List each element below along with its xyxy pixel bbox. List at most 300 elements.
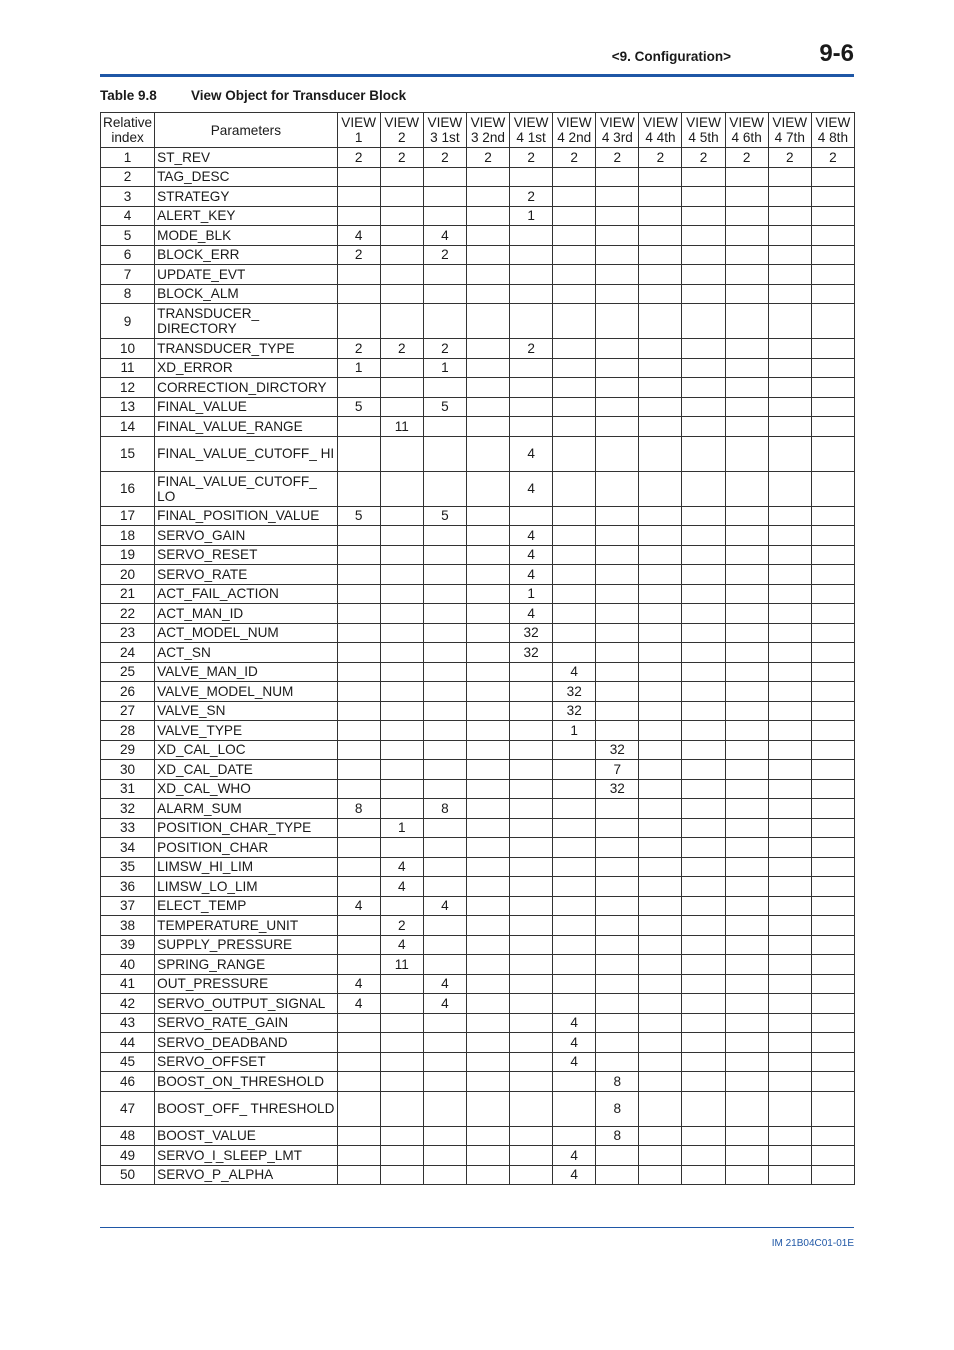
view-cell xyxy=(553,187,596,207)
view-cell xyxy=(466,662,509,682)
table-row xyxy=(101,265,855,285)
view-cell xyxy=(768,955,811,975)
view-cell xyxy=(423,187,466,207)
view-cell xyxy=(811,284,854,304)
view-cell xyxy=(811,304,854,339)
view-cell xyxy=(380,187,423,207)
view-cell xyxy=(596,818,639,838)
view-cell: 32 xyxy=(553,682,596,702)
view-cell xyxy=(510,955,553,975)
view-cell xyxy=(768,994,811,1014)
column-header: VIEW 4 4th xyxy=(639,113,682,148)
view-cell xyxy=(510,226,553,246)
view-cell xyxy=(337,701,380,721)
view-cell xyxy=(725,1091,768,1126)
view-cell xyxy=(768,245,811,265)
view-cell xyxy=(811,545,854,565)
view-cell xyxy=(423,565,466,585)
view-cell: 2 xyxy=(337,245,380,265)
index-cell: 40 xyxy=(101,955,155,975)
view-object-table xyxy=(100,112,855,1185)
view-cell xyxy=(768,740,811,760)
view-cell xyxy=(380,896,423,916)
view-cell xyxy=(423,1013,466,1033)
view-cell xyxy=(725,526,768,546)
index-cell: 2 xyxy=(101,167,155,187)
view-cell xyxy=(811,877,854,897)
view-cell xyxy=(811,397,854,417)
view-cell xyxy=(639,760,682,780)
view-cell xyxy=(380,1013,423,1033)
index-cell: 14 xyxy=(101,417,155,437)
view-cell xyxy=(596,1033,639,1053)
view-cell xyxy=(553,265,596,285)
view-cell xyxy=(725,779,768,799)
view-cell xyxy=(639,565,682,585)
view-cell xyxy=(725,1033,768,1053)
parameter-cell: STRATEGY xyxy=(155,187,337,207)
view-cell xyxy=(337,760,380,780)
view-cell xyxy=(466,304,509,339)
view-cell: 32 xyxy=(596,779,639,799)
view-cell xyxy=(337,1126,380,1146)
view-cell: 8 xyxy=(596,1091,639,1126)
view-cell xyxy=(466,358,509,378)
view-cell xyxy=(380,471,423,506)
view-cell xyxy=(725,265,768,285)
view-cell xyxy=(380,397,423,417)
index-cell: 43 xyxy=(101,1013,155,1033)
view-cell xyxy=(682,682,725,702)
view-cell xyxy=(639,974,682,994)
index-cell: 25 xyxy=(101,662,155,682)
view-cell xyxy=(510,916,553,936)
view-cell: 4 xyxy=(337,994,380,1014)
view-cell: 4 xyxy=(380,935,423,955)
view-cell xyxy=(639,916,682,936)
view-cell xyxy=(337,565,380,585)
parameter-cell: TRANSDUCER_ DIRECTORY xyxy=(155,304,337,339)
table-row xyxy=(101,623,855,643)
view-cell xyxy=(682,506,725,526)
index-cell: 38 xyxy=(101,916,155,936)
view-cell xyxy=(682,304,725,339)
view-cell xyxy=(725,545,768,565)
view-cell xyxy=(337,604,380,624)
view-cell xyxy=(725,974,768,994)
column-header: VIEW 3 1st xyxy=(423,113,466,148)
view-cell xyxy=(466,1013,509,1033)
view-cell xyxy=(811,721,854,741)
view-cell xyxy=(380,974,423,994)
view-cell xyxy=(768,1146,811,1166)
parameter-cell: FINAL_VALUE_RANGE xyxy=(155,417,337,437)
view-cell xyxy=(639,643,682,663)
view-cell xyxy=(811,1072,854,1092)
view-cell xyxy=(811,857,854,877)
table-row xyxy=(101,187,855,207)
parameter-cell: SERVO_RATE xyxy=(155,565,337,585)
view-cell xyxy=(725,1126,768,1146)
view-cell xyxy=(423,623,466,643)
view-cell: 4 xyxy=(510,526,553,546)
view-cell: 2 xyxy=(337,339,380,359)
table-row xyxy=(101,721,855,741)
index-cell: 35 xyxy=(101,857,155,877)
view-cell xyxy=(682,1165,725,1185)
index-cell: 49 xyxy=(101,1146,155,1166)
view-cell xyxy=(768,623,811,643)
view-cell xyxy=(768,167,811,187)
view-cell: 5 xyxy=(423,397,466,417)
parameter-cell: SERVO_RATE_GAIN xyxy=(155,1013,337,1033)
view-cell xyxy=(639,1126,682,1146)
view-cell xyxy=(553,339,596,359)
table-row xyxy=(101,417,855,437)
view-cell xyxy=(768,760,811,780)
view-cell xyxy=(682,779,725,799)
view-cell xyxy=(639,397,682,417)
index-cell: 46 xyxy=(101,1072,155,1092)
view-cell xyxy=(682,935,725,955)
view-cell xyxy=(725,245,768,265)
parameter-cell: TRANSDUCER_TYPE xyxy=(155,339,337,359)
view-cell xyxy=(811,339,854,359)
view-cell xyxy=(466,1033,509,1053)
view-cell xyxy=(466,857,509,877)
view-cell: 1 xyxy=(337,358,380,378)
view-cell xyxy=(811,643,854,663)
view-cell xyxy=(466,1146,509,1166)
view-cell xyxy=(811,682,854,702)
view-cell xyxy=(553,799,596,819)
view-cell xyxy=(510,1165,553,1185)
view-cell xyxy=(380,565,423,585)
view-cell xyxy=(380,506,423,526)
view-cell xyxy=(682,799,725,819)
view-cell: 4 xyxy=(337,974,380,994)
table-row xyxy=(101,760,855,780)
view-cell xyxy=(337,1033,380,1053)
view-cell xyxy=(768,378,811,398)
view-cell xyxy=(639,417,682,437)
view-cell xyxy=(811,818,854,838)
view-cell xyxy=(510,1091,553,1126)
table-row xyxy=(101,1165,855,1185)
view-cell xyxy=(768,643,811,663)
view-cell xyxy=(553,358,596,378)
index-cell: 12 xyxy=(101,378,155,398)
parameter-cell: ST_REV xyxy=(155,148,337,168)
parameter-cell: SERVO_OFFSET xyxy=(155,1052,337,1072)
table-row xyxy=(101,378,855,398)
view-cell xyxy=(337,167,380,187)
view-cell xyxy=(811,799,854,819)
parameter-cell: LIMSW_LO_LIM xyxy=(155,877,337,897)
view-cell xyxy=(596,935,639,955)
view-cell xyxy=(639,935,682,955)
view-cell xyxy=(423,284,466,304)
view-cell xyxy=(811,916,854,936)
view-cell xyxy=(466,974,509,994)
view-cell xyxy=(466,1126,509,1146)
view-cell xyxy=(510,1052,553,1072)
view-cell xyxy=(423,1146,466,1166)
view-cell xyxy=(596,187,639,207)
view-cell xyxy=(553,935,596,955)
view-cell xyxy=(811,701,854,721)
view-cell xyxy=(510,304,553,339)
view-cell xyxy=(811,417,854,437)
view-cell xyxy=(596,206,639,226)
view-cell xyxy=(466,916,509,936)
table-row xyxy=(101,526,855,546)
parameter-cell: UPDATE_EVT xyxy=(155,265,337,285)
view-cell xyxy=(553,623,596,643)
view-cell xyxy=(811,760,854,780)
view-cell: 2 xyxy=(380,148,423,168)
view-cell xyxy=(553,994,596,1014)
view-cell xyxy=(380,604,423,624)
parameter-cell: XD_CAL_DATE xyxy=(155,760,337,780)
view-cell: 32 xyxy=(553,701,596,721)
view-cell xyxy=(639,896,682,916)
index-cell: 33 xyxy=(101,818,155,838)
view-cell xyxy=(682,245,725,265)
index-cell: 39 xyxy=(101,935,155,955)
view-cell xyxy=(811,994,854,1014)
table-row xyxy=(101,506,855,526)
view-cell xyxy=(466,955,509,975)
view-cell xyxy=(725,436,768,471)
view-cell xyxy=(380,1033,423,1053)
view-cell xyxy=(725,721,768,741)
view-cell xyxy=(337,1146,380,1166)
view-cell xyxy=(466,799,509,819)
view-cell xyxy=(639,604,682,624)
view-cell xyxy=(466,397,509,417)
view-cell xyxy=(553,779,596,799)
view-cell xyxy=(596,896,639,916)
view-cell xyxy=(337,877,380,897)
view-cell xyxy=(466,526,509,546)
view-cell xyxy=(380,206,423,226)
view-cell xyxy=(725,1165,768,1185)
view-cell xyxy=(811,1091,854,1126)
view-cell xyxy=(725,378,768,398)
view-cell: 32 xyxy=(596,740,639,760)
view-cell xyxy=(639,584,682,604)
view-cell xyxy=(725,740,768,760)
view-cell xyxy=(768,604,811,624)
view-cell xyxy=(337,545,380,565)
view-cell xyxy=(466,265,509,285)
view-cell xyxy=(811,436,854,471)
view-cell xyxy=(380,1165,423,1185)
view-cell xyxy=(811,1165,854,1185)
column-header: VIEW 4 6th xyxy=(725,113,768,148)
view-cell xyxy=(811,471,854,506)
parameter-cell: OUT_PRESSURE xyxy=(155,974,337,994)
view-cell xyxy=(510,1146,553,1166)
view-cell xyxy=(725,662,768,682)
view-cell xyxy=(510,358,553,378)
table-row xyxy=(101,565,855,585)
view-cell xyxy=(768,526,811,546)
view-cell xyxy=(682,206,725,226)
table-row xyxy=(101,1013,855,1033)
view-cell: 2 xyxy=(510,339,553,359)
view-cell xyxy=(768,304,811,339)
view-cell xyxy=(466,565,509,585)
parameter-cell: ACT_MAN_ID xyxy=(155,604,337,624)
view-cell xyxy=(423,818,466,838)
table-row xyxy=(101,994,855,1014)
view-cell xyxy=(337,526,380,546)
view-cell xyxy=(553,226,596,246)
index-cell: 5 xyxy=(101,226,155,246)
view-cell xyxy=(596,471,639,506)
view-cell xyxy=(639,265,682,285)
view-cell xyxy=(682,760,725,780)
view-cell: 5 xyxy=(337,506,380,526)
index-cell: 23 xyxy=(101,623,155,643)
view-cell: 1 xyxy=(510,206,553,226)
view-cell xyxy=(725,935,768,955)
index-cell: 18 xyxy=(101,526,155,546)
view-cell: 8 xyxy=(423,799,466,819)
view-cell xyxy=(639,818,682,838)
view-cell xyxy=(639,779,682,799)
view-cell xyxy=(811,1126,854,1146)
view-cell xyxy=(768,565,811,585)
view-cell xyxy=(639,623,682,643)
view-cell xyxy=(768,1091,811,1126)
view-cell xyxy=(423,662,466,682)
table-row xyxy=(101,471,855,506)
view-cell xyxy=(337,187,380,207)
table-header-row xyxy=(101,113,855,148)
view-cell xyxy=(380,760,423,780)
view-cell xyxy=(553,1126,596,1146)
view-cell xyxy=(811,955,854,975)
parameter-cell: MODE_BLK xyxy=(155,226,337,246)
view-cell xyxy=(811,779,854,799)
index-cell: 42 xyxy=(101,994,155,1014)
view-cell xyxy=(596,526,639,546)
view-cell xyxy=(510,1033,553,1053)
table-row xyxy=(101,896,855,916)
view-cell xyxy=(682,643,725,663)
view-cell xyxy=(682,397,725,417)
view-cell xyxy=(596,799,639,819)
parameter-cell: FINAL_VALUE xyxy=(155,397,337,417)
table-row xyxy=(101,167,855,187)
view-cell xyxy=(768,662,811,682)
view-cell xyxy=(380,378,423,398)
view-cell xyxy=(553,1091,596,1126)
view-cell xyxy=(682,877,725,897)
view-cell xyxy=(380,1146,423,1166)
view-cell xyxy=(380,1072,423,1092)
view-cell xyxy=(510,417,553,437)
view-cell xyxy=(639,339,682,359)
view-cell xyxy=(423,265,466,285)
view-cell xyxy=(768,284,811,304)
view-cell xyxy=(423,584,466,604)
view-cell xyxy=(596,584,639,604)
view-cell xyxy=(768,1126,811,1146)
view-cell: 4 xyxy=(510,545,553,565)
parameter-cell: SERVO_OUTPUT_SIGNAL xyxy=(155,994,337,1014)
parameter-cell: SUPPLY_PRESSURE xyxy=(155,935,337,955)
index-cell: 34 xyxy=(101,838,155,858)
view-cell xyxy=(682,623,725,643)
view-cell xyxy=(553,284,596,304)
view-cell xyxy=(337,206,380,226)
view-cell xyxy=(682,994,725,1014)
view-cell xyxy=(380,226,423,246)
view-cell xyxy=(639,1091,682,1126)
parameter-cell: VALVE_MAN_ID xyxy=(155,662,337,682)
column-header: Parameters xyxy=(155,113,337,148)
view-cell xyxy=(811,974,854,994)
view-cell xyxy=(811,604,854,624)
view-cell: 4 xyxy=(337,896,380,916)
view-cell: 2 xyxy=(596,148,639,168)
view-cell xyxy=(725,877,768,897)
view-cell: 2 xyxy=(639,148,682,168)
index-cell: 32 xyxy=(101,799,155,819)
view-cell xyxy=(596,245,639,265)
view-cell: 8 xyxy=(596,1072,639,1092)
view-cell xyxy=(768,265,811,285)
view-cell xyxy=(682,378,725,398)
view-cell: 2 xyxy=(423,148,466,168)
view-cell xyxy=(811,245,854,265)
index-cell: 26 xyxy=(101,682,155,702)
view-cell xyxy=(682,838,725,858)
table-row xyxy=(101,740,855,760)
view-cell xyxy=(466,471,509,506)
index-cell: 4 xyxy=(101,206,155,226)
view-cell xyxy=(639,740,682,760)
index-cell: 31 xyxy=(101,779,155,799)
view-cell xyxy=(768,779,811,799)
column-header: VIEW 4 2nd xyxy=(553,113,596,148)
view-cell xyxy=(596,565,639,585)
view-cell xyxy=(553,896,596,916)
parameter-cell: CORRECTION_DIRCTORY xyxy=(155,378,337,398)
view-cell xyxy=(639,1013,682,1033)
table-row xyxy=(101,643,855,663)
view-cell xyxy=(682,818,725,838)
view-cell xyxy=(510,760,553,780)
parameter-cell: ACT_MODEL_NUM xyxy=(155,623,337,643)
view-cell xyxy=(553,916,596,936)
view-cell xyxy=(682,545,725,565)
view-cell xyxy=(682,1072,725,1092)
view-cell xyxy=(768,818,811,838)
table-row xyxy=(101,779,855,799)
view-cell xyxy=(682,265,725,285)
parameter-cell: FINAL_VALUE_CUTOFF_ LO xyxy=(155,471,337,506)
view-cell xyxy=(380,721,423,741)
view-cell xyxy=(553,167,596,187)
view-cell xyxy=(725,896,768,916)
view-cell xyxy=(423,1072,466,1092)
view-cell xyxy=(768,935,811,955)
